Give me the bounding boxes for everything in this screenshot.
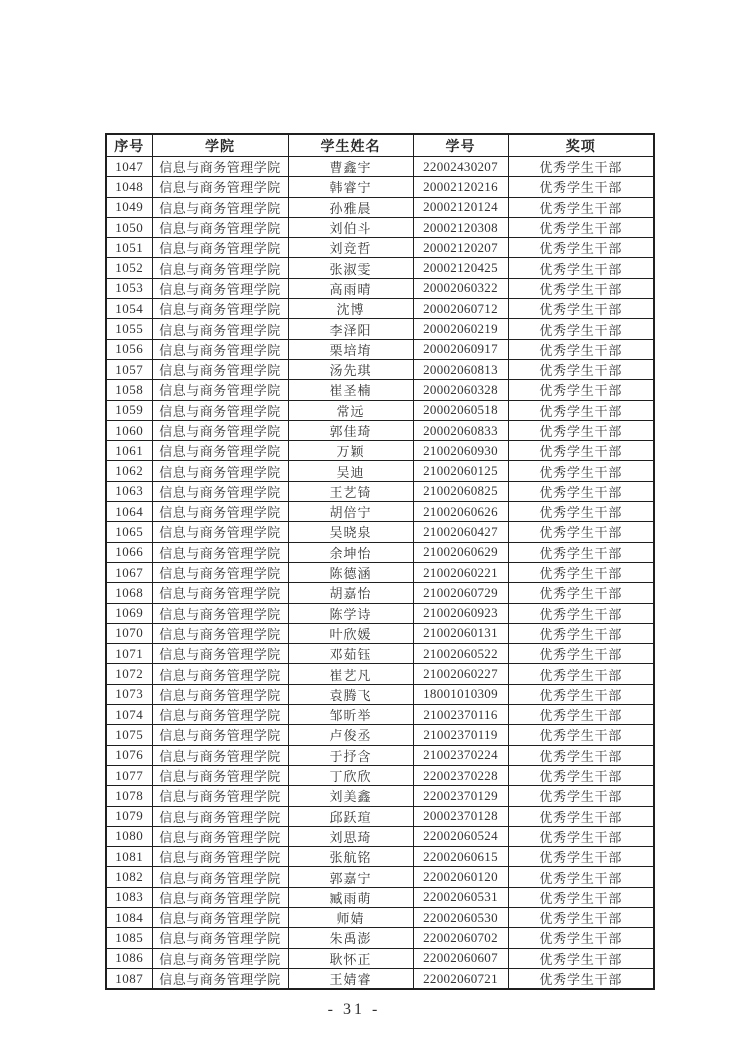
table-row xyxy=(106,644,654,664)
student-name-cell: 朱禹澎 xyxy=(288,928,413,948)
table-row xyxy=(106,441,654,461)
award-cell: 优秀学生干部 xyxy=(508,623,654,643)
serial-cell: 1067 xyxy=(106,562,152,582)
student-id-cell: 21002060729 xyxy=(413,583,508,603)
award-cell: 优秀学生干部 xyxy=(508,380,654,400)
serial-cell: 1050 xyxy=(106,217,152,237)
award-cell: 优秀学生干部 xyxy=(508,238,654,258)
student-id-cell: 21002060125 xyxy=(413,461,508,481)
award-cell: 优秀学生干部 xyxy=(508,359,654,379)
table-row xyxy=(106,948,654,968)
table-row xyxy=(106,380,654,400)
award-cell: 优秀学生干部 xyxy=(508,684,654,704)
student-name-cell: 于抒含 xyxy=(288,745,413,765)
college-cell: 信息与商务管理学院 xyxy=(152,441,288,461)
award-cell: 优秀学生干部 xyxy=(508,522,654,542)
serial-cell: 1057 xyxy=(106,359,152,379)
table-row xyxy=(106,461,654,481)
college-cell: 信息与商务管理学院 xyxy=(152,258,288,278)
college-cell: 信息与商务管理学院 xyxy=(152,339,288,359)
serial-cell: 1077 xyxy=(106,765,152,785)
student-name-cell: 刘竞哲 xyxy=(288,238,413,258)
college-cell: 信息与商务管理学院 xyxy=(152,826,288,846)
student-id-cell: 20002060322 xyxy=(413,278,508,298)
student-name-cell: 栗培堉 xyxy=(288,339,413,359)
college-cell: 信息与商务管理学院 xyxy=(152,238,288,258)
award-cell: 优秀学生干部 xyxy=(508,157,654,177)
award-cell: 优秀学生干部 xyxy=(508,400,654,420)
table-header-row xyxy=(106,134,654,157)
college-cell: 信息与商务管理学院 xyxy=(152,157,288,177)
serial-cell: 1064 xyxy=(106,502,152,522)
serial-cell: 1083 xyxy=(106,887,152,907)
student-name-cell: 张航铭 xyxy=(288,847,413,867)
table-row xyxy=(106,968,654,989)
serial-cell: 1069 xyxy=(106,603,152,623)
college-cell: 信息与商务管理学院 xyxy=(152,359,288,379)
college-cell: 信息与商务管理学院 xyxy=(152,583,288,603)
award-cell: 优秀学生干部 xyxy=(508,481,654,501)
table-row xyxy=(106,299,654,319)
student-id-cell: 22002060531 xyxy=(413,887,508,907)
student-id-cell: 20002120207 xyxy=(413,238,508,258)
college-cell: 信息与商务管理学院 xyxy=(152,786,288,806)
student-name-cell: 汤先琪 xyxy=(288,359,413,379)
college-cell: 信息与商务管理学院 xyxy=(152,765,288,785)
student-name-cell: 张淑雯 xyxy=(288,258,413,278)
award-cell: 优秀学生干部 xyxy=(508,847,654,867)
student-id-cell: 21002060221 xyxy=(413,562,508,582)
serial-cell: 1053 xyxy=(106,278,152,298)
award-cell: 优秀学生干部 xyxy=(508,928,654,948)
student-name-cell: 胡嘉怡 xyxy=(288,583,413,603)
college-cell: 信息与商务管理学院 xyxy=(152,217,288,237)
student-name-cell: 陈德涵 xyxy=(288,562,413,582)
college-cell: 信息与商务管理学院 xyxy=(152,197,288,217)
student-name-cell: 王婧睿 xyxy=(288,968,413,989)
student-name-cell: 刘美鑫 xyxy=(288,786,413,806)
serial-cell: 1049 xyxy=(106,197,152,217)
table-row xyxy=(106,745,654,765)
serial-cell: 1063 xyxy=(106,481,152,501)
student-name-cell: 郭嘉宁 xyxy=(288,867,413,887)
serial-cell: 1062 xyxy=(106,461,152,481)
award-cell: 优秀学生干部 xyxy=(508,278,654,298)
serial-cell: 1051 xyxy=(106,238,152,258)
serial-cell: 1056 xyxy=(106,339,152,359)
table-row xyxy=(106,867,654,887)
student-name-cell: 邓茹钰 xyxy=(288,644,413,664)
student-name-cell: 刘思琦 xyxy=(288,826,413,846)
student-id-cell: 21002060629 xyxy=(413,542,508,562)
table-row xyxy=(106,238,654,258)
serial-cell: 1072 xyxy=(106,664,152,684)
student-id-cell: 21002060227 xyxy=(413,664,508,684)
table-row xyxy=(106,522,654,542)
student-id-cell: 22002060120 xyxy=(413,867,508,887)
student-name-cell: 孙雅晨 xyxy=(288,197,413,217)
student-id-cell: 20002060219 xyxy=(413,319,508,339)
award-cell: 优秀学生干部 xyxy=(508,765,654,785)
serial-cell: 1087 xyxy=(106,968,152,989)
student-id-cell: 22002370129 xyxy=(413,786,508,806)
student-name-cell: 余坤怡 xyxy=(288,542,413,562)
serial-cell: 1068 xyxy=(106,583,152,603)
table-row xyxy=(106,359,654,379)
student-name-cell: 吴迪 xyxy=(288,461,413,481)
student-name-cell: 王艺锜 xyxy=(288,481,413,501)
serial-cell: 1079 xyxy=(106,806,152,826)
student-name-cell: 袁腾飞 xyxy=(288,684,413,704)
student-name-cell: 常远 xyxy=(288,400,413,420)
table-row xyxy=(106,319,654,339)
student-id-cell: 20002120216 xyxy=(413,177,508,197)
college-cell: 信息与商务管理学院 xyxy=(152,928,288,948)
college-cell: 信息与商务管理学院 xyxy=(152,380,288,400)
college-cell: 信息与商务管理学院 xyxy=(152,867,288,887)
college-cell: 信息与商务管理学院 xyxy=(152,948,288,968)
serial-cell: 1065 xyxy=(106,522,152,542)
award-cell: 优秀学生干部 xyxy=(508,583,654,603)
serial-cell: 1060 xyxy=(106,420,152,440)
serial-cell: 1075 xyxy=(106,725,152,745)
award-cell: 优秀学生干部 xyxy=(508,745,654,765)
table-row xyxy=(106,705,654,725)
serial-cell: 1073 xyxy=(106,684,152,704)
college-cell: 信息与商务管理学院 xyxy=(152,562,288,582)
college-cell: 信息与商务管理学院 xyxy=(152,664,288,684)
serial-cell: 1078 xyxy=(106,786,152,806)
student-name-cell: 崔圣楠 xyxy=(288,380,413,400)
student-id-cell: 21002060825 xyxy=(413,481,508,501)
student-name-cell: 韩睿宁 xyxy=(288,177,413,197)
serial-cell: 1055 xyxy=(106,319,152,339)
student-name-cell: 李泽阳 xyxy=(288,319,413,339)
serial-cell: 1048 xyxy=(106,177,152,197)
college-cell: 信息与商务管理学院 xyxy=(152,968,288,989)
award-cell: 优秀学生干部 xyxy=(508,258,654,278)
table-row xyxy=(106,928,654,948)
serial-cell: 1052 xyxy=(106,258,152,278)
table-row xyxy=(106,177,654,197)
student-id-cell: 22002060524 xyxy=(413,826,508,846)
student-name-cell: 臧雨萌 xyxy=(288,887,413,907)
serial-cell: 1066 xyxy=(106,542,152,562)
student-name-cell: 邱跃瑄 xyxy=(288,806,413,826)
college-cell: 信息与商务管理学院 xyxy=(152,420,288,440)
college-cell: 信息与商务管理学院 xyxy=(152,603,288,623)
college-cell: 信息与商务管理学院 xyxy=(152,400,288,420)
college-cell: 信息与商务管理学院 xyxy=(152,481,288,501)
serial-cell: 1061 xyxy=(106,441,152,461)
student-id-cell: 22002060721 xyxy=(413,968,508,989)
college-cell: 信息与商务管理学院 xyxy=(152,278,288,298)
student-name-cell: 高雨晴 xyxy=(288,278,413,298)
student-name-cell: 刘伯斗 xyxy=(288,217,413,237)
award-cell: 优秀学生干部 xyxy=(508,197,654,217)
student-id-cell: 21002370119 xyxy=(413,725,508,745)
serial-cell: 1047 xyxy=(106,157,152,177)
table-row xyxy=(106,481,654,501)
serial-cell: 1054 xyxy=(106,299,152,319)
table-row xyxy=(106,562,654,582)
college-cell: 信息与商务管理学院 xyxy=(152,847,288,867)
student-id-cell: 20002120308 xyxy=(413,217,508,237)
college-cell: 信息与商务管理学院 xyxy=(152,725,288,745)
student-name-cell: 万颖 xyxy=(288,441,413,461)
student-name-cell: 耿怀正 xyxy=(288,948,413,968)
award-cell: 优秀学生干部 xyxy=(508,461,654,481)
student-id-cell: 22002060607 xyxy=(413,948,508,968)
award-cell: 优秀学生干部 xyxy=(508,786,654,806)
table-row xyxy=(106,664,654,684)
table-row xyxy=(106,786,654,806)
award-cell: 优秀学生干部 xyxy=(508,420,654,440)
award-cell: 优秀学生干部 xyxy=(508,968,654,989)
student-id-cell: 20002060518 xyxy=(413,400,508,420)
award-cell: 优秀学生干部 xyxy=(508,907,654,927)
student-id-cell: 20002060813 xyxy=(413,359,508,379)
column-header-student-id: 学号 xyxy=(413,134,508,157)
college-cell: 信息与商务管理学院 xyxy=(152,522,288,542)
award-cell: 优秀学生干部 xyxy=(508,339,654,359)
student-name-cell: 郭佳琦 xyxy=(288,420,413,440)
college-cell: 信息与商务管理学院 xyxy=(152,705,288,725)
student-id-cell: 20002060328 xyxy=(413,380,508,400)
award-cell: 优秀学生干部 xyxy=(508,542,654,562)
award-cell: 优秀学生干部 xyxy=(508,664,654,684)
college-cell: 信息与商务管理学院 xyxy=(152,502,288,522)
college-cell: 信息与商务管理学院 xyxy=(152,806,288,826)
student-id-cell: 21002370224 xyxy=(413,745,508,765)
student-id-cell: 21002060131 xyxy=(413,623,508,643)
student-id-cell: 20002060712 xyxy=(413,299,508,319)
table-row xyxy=(106,907,654,927)
award-cell: 优秀学生干部 xyxy=(508,887,654,907)
table-row xyxy=(106,258,654,278)
column-header-award: 奖项 xyxy=(508,134,654,157)
college-cell: 信息与商务管理学院 xyxy=(152,623,288,643)
student-id-cell: 18001010309 xyxy=(413,684,508,704)
table-row xyxy=(106,725,654,745)
table-row xyxy=(106,847,654,867)
college-cell: 信息与商务管理学院 xyxy=(152,745,288,765)
student-name-cell: 卢俊丞 xyxy=(288,725,413,745)
college-cell: 信息与商务管理学院 xyxy=(152,644,288,664)
table-row xyxy=(106,197,654,217)
college-cell: 信息与商务管理学院 xyxy=(152,461,288,481)
serial-cell: 1081 xyxy=(106,847,152,867)
table-row xyxy=(106,765,654,785)
award-cell: 优秀学生干部 xyxy=(508,562,654,582)
table-row xyxy=(106,339,654,359)
student-id-cell: 20002370128 xyxy=(413,806,508,826)
student-id-cell: 20002120124 xyxy=(413,197,508,217)
table-row xyxy=(106,502,654,522)
serial-cell: 1080 xyxy=(106,826,152,846)
college-cell: 信息与商务管理学院 xyxy=(152,907,288,927)
table-row xyxy=(106,826,654,846)
serial-cell: 1058 xyxy=(106,380,152,400)
table-row xyxy=(106,623,654,643)
award-cell: 优秀学生干部 xyxy=(508,826,654,846)
table-row xyxy=(106,603,654,623)
student-name-cell: 丁欣欣 xyxy=(288,765,413,785)
serial-cell: 1086 xyxy=(106,948,152,968)
table-body xyxy=(106,157,654,990)
table-row xyxy=(106,400,654,420)
page-number: - 31 - xyxy=(327,1001,381,1018)
award-cell: 优秀学生干部 xyxy=(508,319,654,339)
student-name-cell: 师婧 xyxy=(288,907,413,927)
award-cell: 优秀学生干部 xyxy=(508,603,654,623)
college-cell: 信息与商务管理学院 xyxy=(152,177,288,197)
student-name-cell: 叶欣媛 xyxy=(288,623,413,643)
table-row xyxy=(106,583,654,603)
table-row xyxy=(106,420,654,440)
serial-cell: 1059 xyxy=(106,400,152,420)
serial-cell: 1084 xyxy=(106,907,152,927)
college-cell: 信息与商务管理学院 xyxy=(152,542,288,562)
award-table xyxy=(105,133,655,990)
award-cell: 优秀学生干部 xyxy=(508,441,654,461)
serial-cell: 1070 xyxy=(106,623,152,643)
award-cell: 优秀学生干部 xyxy=(508,299,654,319)
student-id-cell: 21002060930 xyxy=(413,441,508,461)
college-cell: 信息与商务管理学院 xyxy=(152,299,288,319)
student-id-cell: 21002060923 xyxy=(413,603,508,623)
table-row xyxy=(106,887,654,907)
student-name-cell: 沈博 xyxy=(288,299,413,319)
serial-cell: 1071 xyxy=(106,644,152,664)
student-name-cell: 胡倍宁 xyxy=(288,502,413,522)
serial-cell: 1082 xyxy=(106,867,152,887)
column-header-college: 学院 xyxy=(152,134,288,157)
college-cell: 信息与商务管理学院 xyxy=(152,684,288,704)
college-cell: 信息与商务管理学院 xyxy=(152,319,288,339)
student-id-cell: 22002060702 xyxy=(413,928,508,948)
table-row xyxy=(106,278,654,298)
award-cell: 优秀学生干部 xyxy=(508,217,654,237)
student-name-cell: 吴晓泉 xyxy=(288,522,413,542)
student-id-cell: 22002430207 xyxy=(413,157,508,177)
student-id-cell: 21002060427 xyxy=(413,522,508,542)
college-cell: 信息与商务管理学院 xyxy=(152,887,288,907)
serial-cell: 1085 xyxy=(106,928,152,948)
student-id-cell: 21002370116 xyxy=(413,705,508,725)
student-id-cell: 21002060522 xyxy=(413,644,508,664)
student-name-cell: 崔艺凡 xyxy=(288,664,413,684)
student-name-cell: 邹昕举 xyxy=(288,705,413,725)
student-id-cell: 20002060917 xyxy=(413,339,508,359)
student-id-cell: 20002060833 xyxy=(413,420,508,440)
award-cell: 优秀学生干部 xyxy=(508,177,654,197)
table-row xyxy=(106,217,654,237)
table-row xyxy=(106,157,654,177)
column-header-student-name: 学生姓名 xyxy=(288,134,413,157)
student-id-cell: 20002120425 xyxy=(413,258,508,278)
student-name-cell: 曹鑫宇 xyxy=(288,157,413,177)
award-cell: 优秀学生干部 xyxy=(508,867,654,887)
student-id-cell: 22002060530 xyxy=(413,907,508,927)
award-cell: 优秀学生干部 xyxy=(508,502,654,522)
table-row xyxy=(106,806,654,826)
student-name-cell: 陈学诗 xyxy=(288,603,413,623)
serial-cell: 1074 xyxy=(106,705,152,725)
award-cell: 优秀学生干部 xyxy=(508,725,654,745)
table-row xyxy=(106,542,654,562)
column-header-serial: 序号 xyxy=(106,134,152,157)
award-cell: 优秀学生干部 xyxy=(508,644,654,664)
student-id-cell: 22002060615 xyxy=(413,847,508,867)
table-row xyxy=(106,684,654,704)
award-cell: 优秀学生干部 xyxy=(508,806,654,826)
award-cell: 优秀学生干部 xyxy=(508,705,654,725)
award-cell: 优秀学生干部 xyxy=(508,948,654,968)
student-id-cell: 22002370228 xyxy=(413,765,508,785)
serial-cell: 1076 xyxy=(106,745,152,765)
student-id-cell: 21002060626 xyxy=(413,502,508,522)
